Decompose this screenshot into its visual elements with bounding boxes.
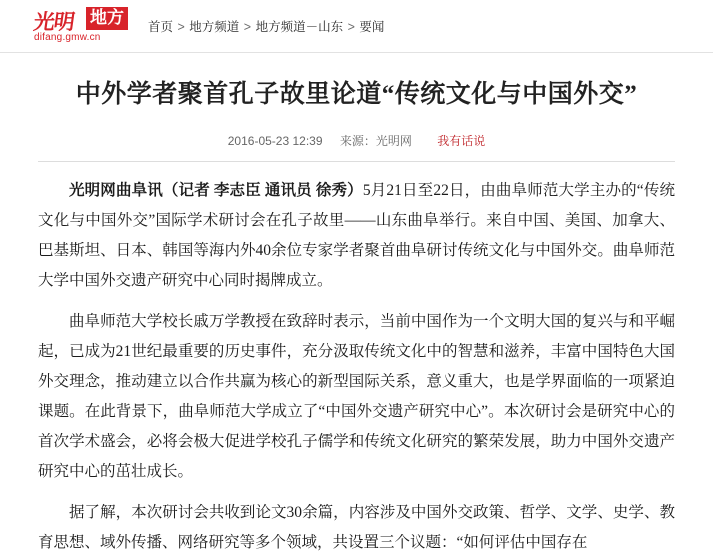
article-paragraph (38, 307, 675, 487)
site-logo[interactable] (34, 6, 138, 46)
page-title: 中外学者聚首孔子故里论道“传统文化与中国外交” (75, 81, 638, 108)
article-paragraph (38, 498, 675, 558)
breadcrumb-item-home[interactable]: 首页 (148, 20, 174, 34)
logo-url: difang.gmw.cn (34, 32, 101, 43)
breadcrumb-separator: > (177, 20, 185, 34)
article-source: 来源：光明网 (339, 133, 412, 148)
site-header (0, 0, 713, 53)
breadcrumb-item-shandong[interactable]: 地方频道－山东 (255, 20, 344, 34)
article-meta (38, 132, 675, 149)
article (0, 79, 713, 558)
meta-divider (38, 161, 675, 162)
comment-link[interactable]: 我有话说 (437, 133, 486, 148)
article-paragraph-text: 曲阜师范大学校长戚万学教授在致辞时表示，当前中国作为一个文明大国的复兴与和平崛起，已成为21世纪最重要的历史事件，充分汲取传统文化中的智慧和滋养，丰富中国特色大国外交理念，推动建立以合作共赢为核心的新型国际关系，意义重大，也是学界面临的一项紧迫课题。在此背景下，曲阜师范大学成立了“中国外交遗产研究中心”。本次研讨会是研究中心的首次学术盛会，必将会极大促进学校孔子儒学和传统文化研究的繁荣发展，助力中国外交遗产研究中心的茁壮成长。 (38, 312, 675, 480)
article-lead: 光明网曲阜讯（记者 李志臣 通讯员 徐秀） (69, 181, 363, 199)
breadcrumb-separator: > (243, 20, 252, 34)
breadcrumb (148, 17, 384, 35)
article-paragraph (38, 176, 675, 296)
breadcrumb-separator: > (347, 20, 355, 34)
article-body (38, 176, 675, 558)
breadcrumb-item-news[interactable]: 要闻 (359, 20, 385, 34)
article-paragraph-text: 据了解，本次研讨会共收到论文30余篇，内容涉及中国外交政策、哲学、文学、史学、教育思想、域外传播、网络研究等多个领域，共设置三个议题：“如何评估中国存在 (38, 503, 675, 551)
breadcrumb-item-local-channel[interactable]: 地方频道 (189, 20, 240, 34)
logo-badge: 地方 (86, 7, 128, 30)
logo-wordmark: 光明 (32, 10, 76, 34)
publish-date: 2016-05-23 (227, 133, 290, 148)
publish-time: 12:39 (292, 133, 323, 148)
article-paragraph-text: 5月21日至22日，由曲阜师范大学主办的“传统文化与中国外交”国际学术研讨会在孔子故里——山东曲阜举行。来自中国、美国、加拿大、巴基斯坦、日本、韩国等海内外40余位专家学者聚首曲阜研讨传统文化与中国外交。曲阜师范大学中国外交遗产研究中心同时揭牌成立。 (38, 181, 675, 289)
